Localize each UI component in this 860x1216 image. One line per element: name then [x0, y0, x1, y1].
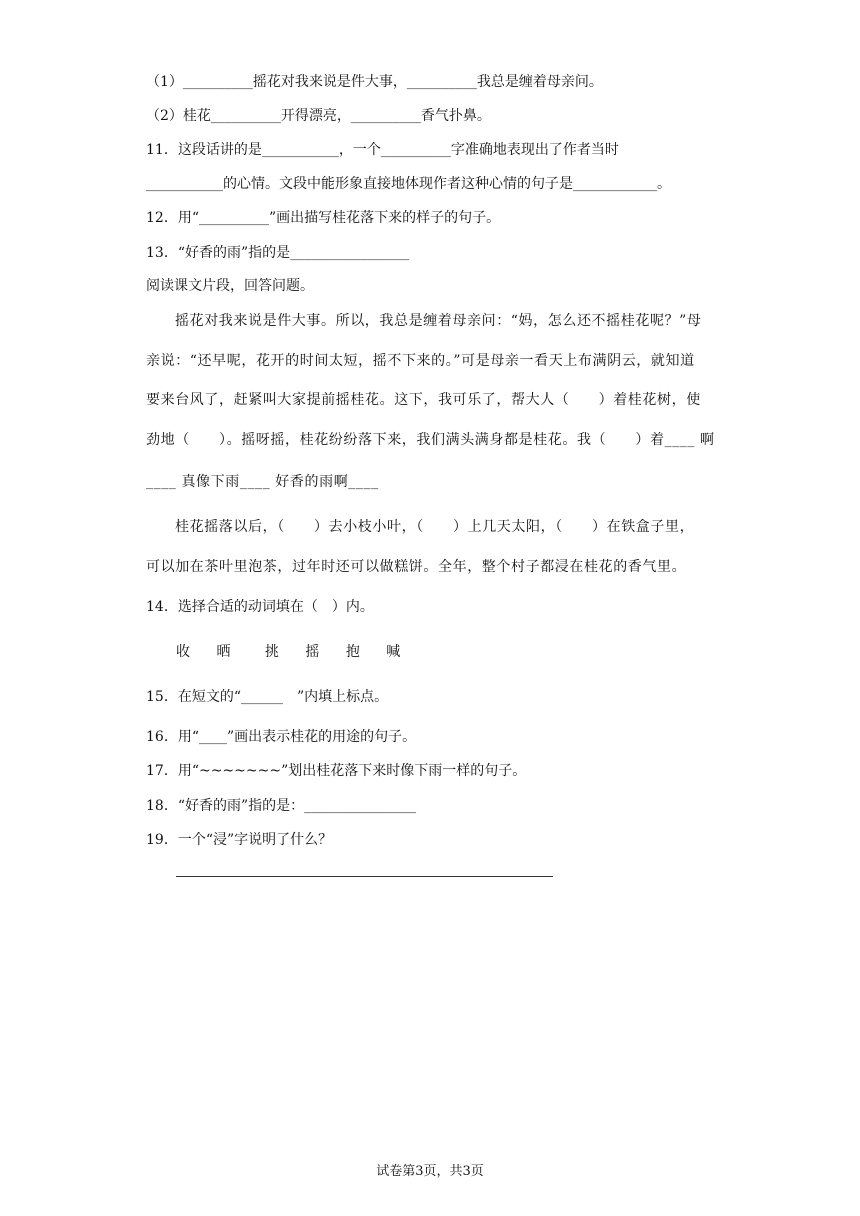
question-11-part-2: ___________的心情。文段中能形象直接地体现作者这种心情的句子是____________。	[146, 176, 671, 192]
reading-instruction: 阅读课文片段，回答问题。	[146, 278, 314, 294]
verb-option: 喊	[386, 644, 401, 660]
question-14: 14．选择合适的动词填在（ ）内。	[146, 599, 374, 615]
page-footer: 试卷第3页，共3页	[376, 1164, 484, 1179]
passage-line-3: 要来台风了，赶紧叫大家提前摇桂花。这下，我可乐了，帮大人（ ）着桂花树，使	[146, 392, 701, 408]
passage-line-5: ____ 真像下雨____ 好香的雨啊____	[146, 474, 379, 490]
verb-option: 收	[176, 644, 190, 660]
verb-option: 晒	[216, 644, 231, 660]
answer-line[interactable]	[176, 876, 553, 877]
question-18: 18．“好香的雨”指的是：________________	[146, 798, 417, 814]
question-11-part-1: 11．这段话讲的是___________，一个__________字准确地表现出了作者当时	[146, 142, 619, 158]
verb-option: 摇	[305, 644, 320, 660]
verb-option: 挑	[264, 644, 279, 660]
passage-line-2: 亲说：“还早呢，花开的时间太短，摇不下来的。”可是母亲一看天上布满阴云，就知道	[146, 353, 695, 369]
question-12: 12．用“__________”画出描写桂花落下来的样子的句子。	[146, 210, 501, 226]
question-15: 15．在短文的“______ ”内填上标点。	[146, 689, 389, 705]
question-19: 19．一个“浸”字说明了什么？	[146, 832, 333, 848]
question-13: 13．“好香的雨”指的是_________________	[146, 245, 410, 261]
passage-line-1: 摇花对我来说是件大事。所以，我总是缠着母亲问：“妈，怎么还不摇桂花呢？”母	[175, 313, 702, 329]
passage-line-4: 劲地（ ）。摇呀摇，桂花纷纷落下来，我们满头满身都是桂花。我（ ）着____ 啊	[146, 432, 715, 448]
question-16: 16．用“____”画出表示桂花的用途的句子。	[146, 729, 417, 745]
passage-line-6: 桂花摇落以后，（ ）去小枝小叶，（ ）上几天太阳，（ ）在铁盒子里，	[175, 519, 695, 535]
fill-blank-line-1: （1）__________摇花对我来说是件大事，__________我总是缠着母亲问。	[146, 74, 603, 90]
verb-option: 抱	[345, 644, 360, 660]
passage-line-7: 可以加在茶叶里泡茶，过年时还可以做糕饼。全年，整个村子都浸在桂花的香气里。	[146, 559, 687, 575]
fill-blank-line-2: （2）桂花__________开得漂亮，__________香气扑鼻。	[146, 108, 491, 124]
question-17: 17．用“~~~~~~~”划出桂花落下来时像下雨一样的句子。	[146, 763, 527, 779]
verb-options	[176, 642, 422, 662]
